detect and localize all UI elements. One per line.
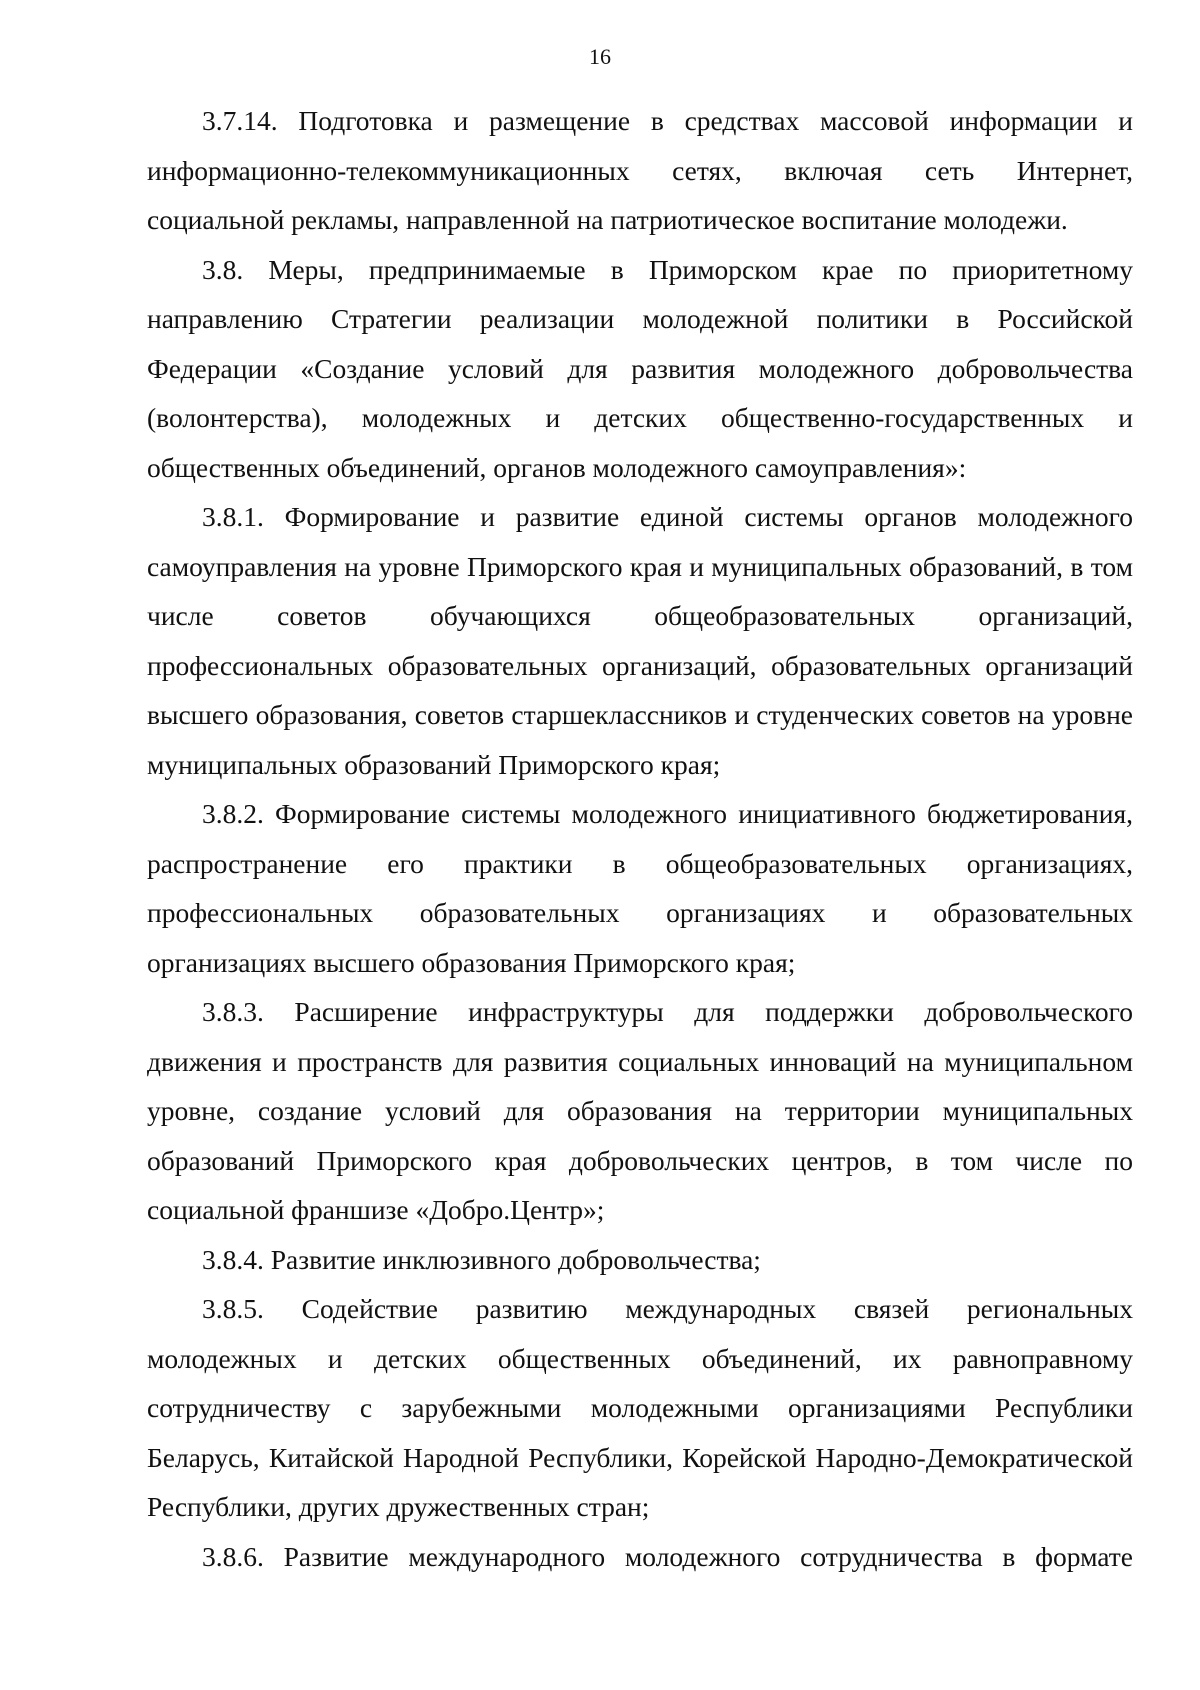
paragraph-3-8-2: 3.8.2. Формирование системы молодежного инициативного бюджетирования, распространение его практики в общеобразовательных организациях, профессиональных образовательных организациях и образовательных организациях высшего образования Приморского края; <box>147 798 1133 978</box>
paragraph-3-8-1: 3.8.1. Формирование и развитие единой системы органов молодежного самоуправления на уровне Приморского края и муниципальных образований, в том числе советов обучающихся общеобразовательных организаций, профессиональных образовательных организаций, образовательных организаций высшего образования, советов старшеклассников и студенческих советов на уровне муниципальных образований Приморского края; <box>147 501 1133 780</box>
paragraph-3-8-6: 3.8.6. Развитие международного молодежного сотрудничества в формате <box>202 1540 1133 1572</box>
page-number: 16 <box>589 44 611 69</box>
document-body <box>147 96 1133 1581</box>
paragraph-3-8-3: 3.8.3. Расширение инфраструктуры для поддержки добровольческого движения и пространств для развития социальных инноваций на муниципальном уровне, создание условий для образования на территории муниципальных образований Приморского края добровольческих центров, в том числе по социальной франшизе «Добро.Центр»; <box>147 996 1133 1225</box>
paragraph-3-8: 3.8. Меры, предпринимаемые в Приморском крае по приоритетному направлению Стратегии реализации молодежной политики в Российской Федерации «Создание условий для развития молодежного добровольчества (волонтерства), молодежных и детских общественно-государственных и общественных объединений, органов молодежного самоуправления»: <box>147 253 1133 483</box>
paragraph-3-8-4: 3.8.4. Развитие инклюзивного добровольчества; <box>202 1243 761 1275</box>
paragraph-3-7-14: 3.7.14. Подготовка и размещение в средствах массовой информации и информационно-телекоммуникационных сетях, включая сеть Интернет, социальной рекламы, направленной на патриотическое воспитание молодежи. <box>147 105 1133 235</box>
paragraph-3-8-5: 3.8.5. Содействие развитию международных связей региональных молодежных и детских общественных объединений, их равноправному сотрудничеству с зарубежными молодежными организациями Республики Беларусь, Китайской Народной Республики, Корейской Народно-Демократической Республики, других дружественных стран; <box>147 1293 1133 1522</box>
